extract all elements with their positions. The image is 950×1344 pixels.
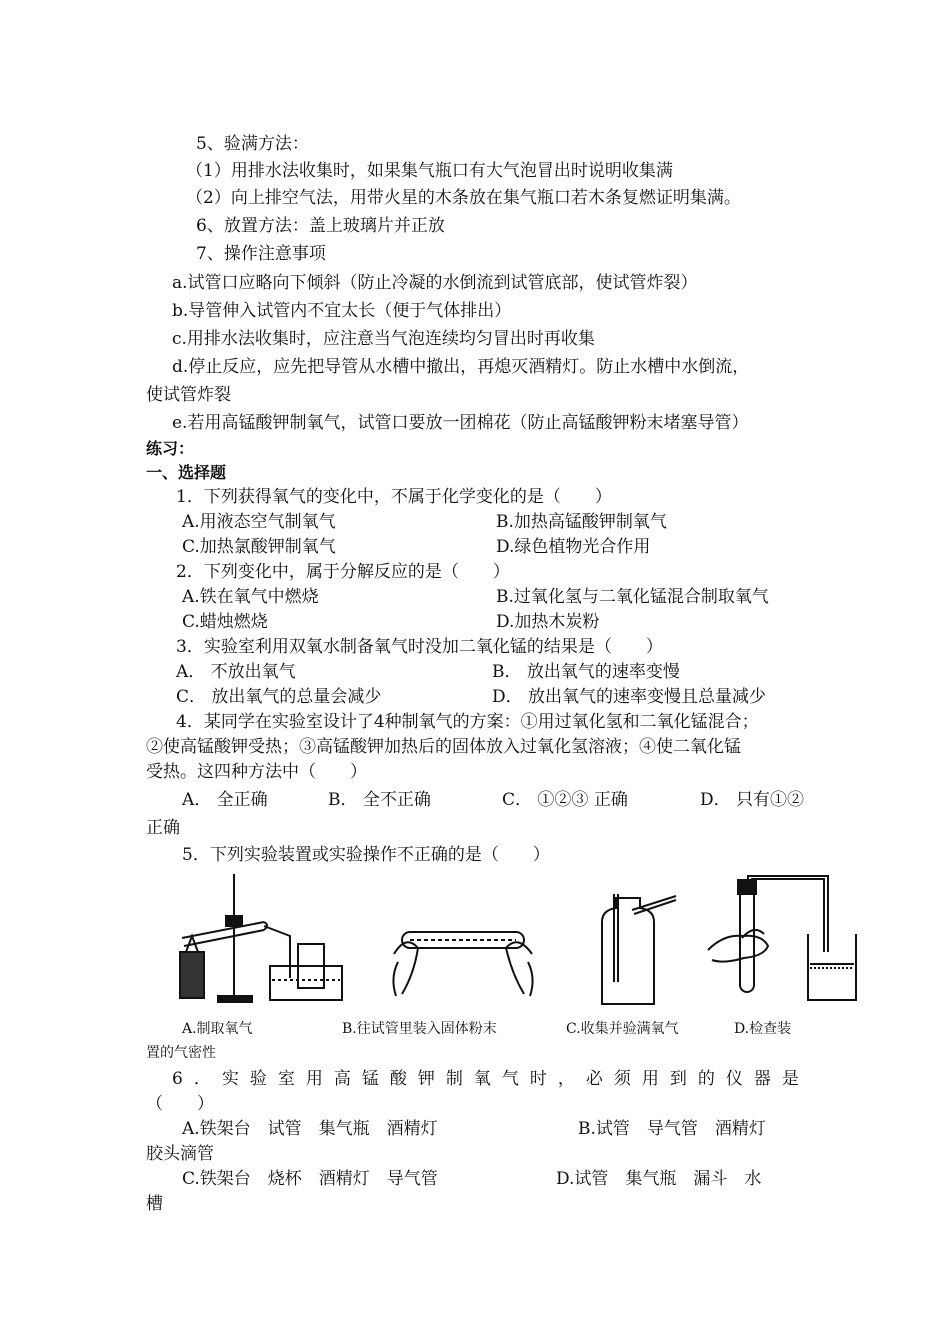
option-b: B.试管 导气管 酒精灯 (578, 1119, 766, 1139)
option-b-continued: 胶头滴管 (146, 1144, 214, 1164)
note-line: b.导管伸入试管内不宜太长（便于气体排出） (172, 301, 512, 321)
option-a: A.用液态空气制氧气 (182, 512, 336, 532)
option-d: D.绿色植物光合作用 (496, 537, 651, 557)
figure-caption-b: B.往试管里装入固体粉末 (342, 1021, 497, 1037)
practice-heading: 练习： (146, 439, 195, 458)
option-a: A.铁架台 试管 集气瓶 酒精灯 (182, 1119, 438, 1139)
apparatus-c-figure (588, 882, 678, 1008)
note-line: （1）用排水法收集时，如果集气瓶口有大气泡冒出时说明收集满 (186, 161, 673, 181)
option-d-continued: 正确 (146, 818, 180, 838)
option-a: A． 不放出氧气 (176, 662, 296, 682)
question-stem: 3．实验室利用双氧水制备氧气时没加二氧化锰的结果是（ ） (176, 637, 663, 657)
option-c: C.铁架台 烧杯 酒精灯 导气管 (182, 1169, 438, 1189)
option-c: C． ①②③ 正确 (502, 790, 628, 810)
option-c: C． 放出氧气的总量会减少 (176, 687, 382, 707)
note-line: 6、放置方法：盖上玻璃片并正放 (196, 216, 445, 236)
option-d: D.加热木炭粉 (496, 612, 600, 632)
question-stem: ②使高锰酸钾受热；③高锰酸钾加热后的固体放入过氧化氢溶液；④使二氧化锰 (146, 737, 741, 757)
apparatus-b-figure (388, 904, 538, 1004)
note-line: e.若用高锰酸钾制氧气，试管口要放一团棉花（防止高锰酸钾粉末堵塞导管） (172, 413, 749, 433)
option-d-continued: 槽 (146, 1194, 163, 1214)
apparatus-d-figure (704, 874, 860, 1008)
note-line: a.试管口应略向下倾斜（防止冷凝的水倒流到试管底部，使试管炸裂） (172, 273, 698, 293)
figure-caption-d: D.检查装 (734, 1021, 792, 1037)
option-c: C.蜡烛燃烧 (182, 612, 268, 632)
apparatus-a-figure (172, 870, 352, 1010)
option-b: B.加热高锰酸钾制氧气 (496, 512, 667, 532)
note-line: 7、操作注意事项 (196, 244, 326, 264)
note-line: 使试管炸裂 (146, 385, 231, 405)
note-line: c.用排水法收集时，应注意当气泡连续均匀冒出时再收集 (172, 329, 595, 349)
question-stem: 2．下列变化中，属于分解反应的是（ ） (176, 562, 510, 582)
note-line: （2）向上排空气法，用带火星的木条放在集气瓶口若木条复燃证明集满。 (186, 188, 741, 208)
question-stem: 6．实验室用高锰酸钾制氧气时，必须用到的仪器是 (172, 1069, 810, 1089)
option-a: A.铁在氧气中燃烧 (182, 587, 319, 607)
question-stem: 受热。这四种方法中（ ） (146, 762, 367, 782)
question-stem: 4．某同学在实验室设计了4种制氧气的方案：①用过氧化氢和二氧化锰混合； (176, 712, 759, 732)
option-d: D． 只有①② (700, 790, 805, 810)
figure-caption-c: C.收集并验满氧气 (566, 1021, 679, 1037)
figure-caption-d-continued: 置的气密性 (146, 1045, 216, 1061)
option-a: A． 全正确 (182, 790, 268, 810)
option-b: B． 放出氧气的速率变慢 (492, 662, 680, 682)
option-c: C.加热氯酸钾制氧气 (182, 537, 336, 557)
option-b: B． 全不正确 (328, 790, 431, 810)
section-heading: 一、选择题 (146, 463, 227, 482)
question-stem: 5．下列实验装置或实验操作不正确的是（ ） (182, 845, 550, 865)
note-line: 5、验满方法： (196, 134, 309, 154)
option-b: B.过氧化氢与二氧化锰混合制取氧气 (496, 587, 769, 607)
figure-caption-a: A.制取氧气 (182, 1021, 253, 1037)
question-stem: 1．下列获得氧气的变化中，不属于化学变化的是（ ） (176, 487, 612, 507)
option-d: D.试管 集气瓶 漏斗 水 (556, 1169, 762, 1189)
question-paren: （ ） (146, 1094, 214, 1114)
note-line: d.停止反应，应先把导管从水槽中撤出，再熄灭酒精灯。防止水槽中水倒流， (172, 357, 750, 377)
option-d: D． 放出氧气的速率变慢且总量减少 (492, 687, 767, 707)
